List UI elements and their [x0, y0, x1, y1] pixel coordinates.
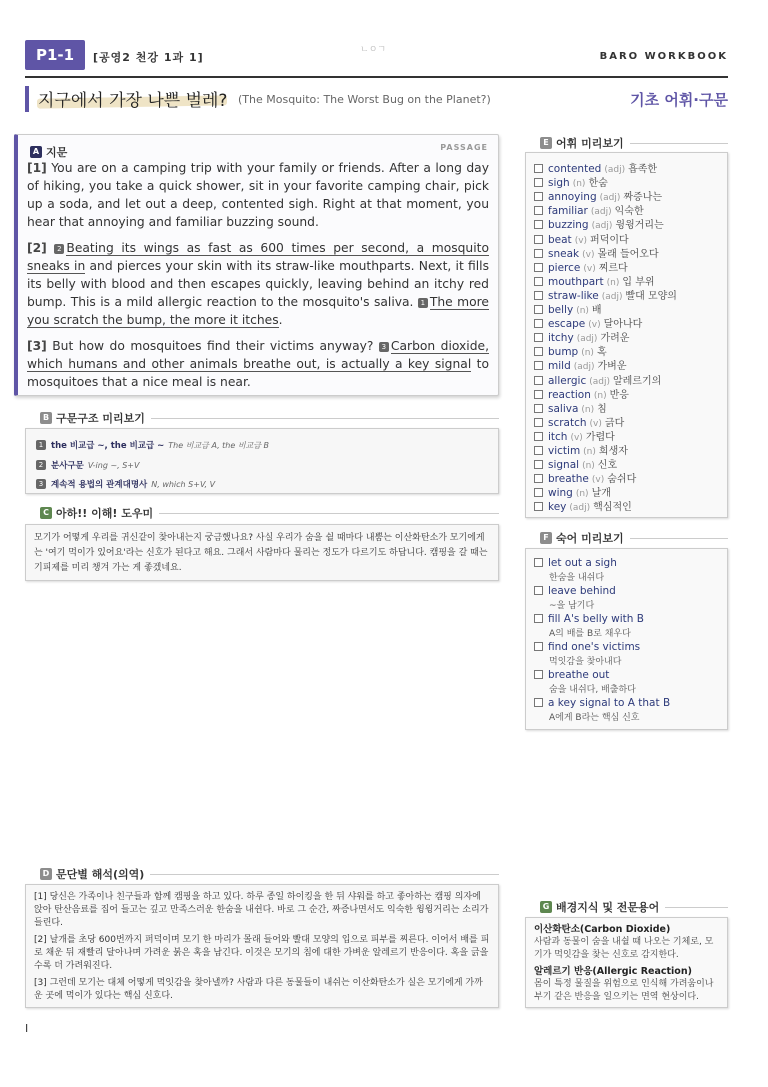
idiom-header — [540, 530, 728, 546]
vocab-meaning: 빨대 모양의 — [625, 290, 677, 302]
paragraph-2 — [27, 239, 489, 329]
passage-text — [27, 159, 489, 399]
translation-paragraph: [1] 당신은 가족이나 친구들과 함께 캠핑을 하고 있다. 하루 종일 하이킹을 한 뒤 샤워를 하고 좋아하는 캠핑 의자에 앉아 탄산음료를 집어 들고는 깊고 만족스러운 한숨을 내쉰다. 바로 그 순간, 짜증나면서도 익숙한 윙윙거리는 소리가 들린다. — [34, 892, 489, 928]
section-badge: G — [540, 901, 552, 913]
vocab-word: itch — [548, 430, 568, 443]
passage-header — [30, 141, 67, 160]
checkbox[interactable] — [534, 376, 543, 385]
translation-label: 문단별 해석(의역) — [56, 868, 145, 881]
vocab-header — [540, 135, 728, 151]
checkbox[interactable] — [534, 488, 543, 497]
vocab-label: 어휘 미리보기 — [556, 137, 624, 150]
checkbox[interactable] — [534, 418, 543, 427]
vocab-pos: (adj) — [591, 221, 613, 232]
vocab-meaning: 한숨 — [588, 178, 608, 190]
vocab-pos: (n) — [581, 348, 594, 359]
vocab-word: familiar — [548, 205, 588, 218]
vocab-item[interactable] — [534, 301, 602, 316]
brand-name: BARO WORKBOOK — [599, 51, 728, 62]
idiom-phrase: fill A's belly with B — [548, 613, 644, 625]
checkbox[interactable] — [534, 404, 543, 413]
checkbox[interactable] — [534, 333, 543, 342]
idiom-meaning: A의 배를 B로 채우다 — [549, 629, 631, 639]
grammar-number: 2 — [36, 460, 46, 470]
checkbox[interactable] — [534, 558, 543, 567]
vocab-word: mild — [548, 360, 571, 373]
vocab-meaning: 몰래 들어오다 — [597, 248, 659, 260]
translation-header — [40, 866, 499, 882]
underlined-sentence: Beating its wings as fast as 600 times per second, a mosquito sneaks in — [27, 241, 489, 273]
vocab-pos: (n) — [576, 306, 589, 316]
page-number: I — [25, 1022, 29, 1035]
background-label: 배경지식 및 전문용어 — [556, 901, 660, 914]
grammar-label: 구문구조 미리보기 — [56, 412, 145, 425]
vocab-item[interactable] — [534, 174, 608, 189]
idiom-phrase: let out a sigh — [548, 557, 617, 569]
section-badge: C — [40, 507, 52, 519]
grammar-marker: 1 — [418, 298, 428, 308]
checkbox[interactable] — [534, 698, 543, 707]
idiom-phrase: find one's victims — [548, 641, 641, 653]
passage-tag: PASSAGE — [440, 143, 488, 152]
vocab-meaning: 찌르다 — [598, 262, 628, 274]
vocab-meaning: 반응 — [609, 389, 629, 401]
vocab-pos: (v) — [574, 235, 588, 246]
lesson-bracket-text: [공영2 천강 1과 1] — [93, 51, 204, 64]
vocab-item[interactable] — [534, 357, 626, 372]
checkbox[interactable] — [534, 164, 543, 173]
grammar-number: 1 — [36, 440, 46, 450]
divider — [630, 143, 728, 144]
checkbox[interactable] — [534, 319, 543, 328]
paragraph-number: [2] — [27, 241, 47, 255]
section-badge: B — [40, 412, 52, 424]
checkbox[interactable] — [534, 277, 543, 286]
vocab-item[interactable] — [534, 400, 607, 415]
idiom-label: 숙어 미리보기 — [556, 532, 624, 545]
divider — [630, 538, 728, 539]
underlined-sentence: The more you scratch the bump, the more it itches — [27, 295, 489, 327]
section-badge: E — [540, 137, 552, 149]
section-badge: A — [30, 146, 42, 158]
checkbox[interactable] — [534, 206, 543, 215]
underlined-sentence: Carbon dioxide, which humans and other animals breathe out, is actually a key signal — [27, 339, 489, 371]
vocab-pos: (v) — [588, 320, 601, 331]
vocab-word: pierce — [548, 261, 581, 274]
vocab-meaning: 입 부위 — [622, 276, 655, 288]
vocab-pos: (adj) — [604, 165, 626, 175]
idiom-item[interactable] — [534, 613, 644, 639]
paragraph-text: You are on a camping trip with your family or friends. After a long day of hiking, you take a quick shower, sit in your favorite camping chair, pick up a soda, and let out a deep, contented sigh. Right at that moment, you hear that annoying and familiar buzzing sound. — [27, 161, 489, 229]
paragraph-text: and pierces your skin with its straw-like mouthparts. Next, it fills its belly with blood and then escapes quickly, leaving behind an itchy red bump. This is a mild allergic reaction to the mosquito's saliva. — [27, 259, 489, 309]
vocab-item[interactable] — [534, 315, 642, 330]
vocab-meaning: 달아나다 — [603, 319, 643, 331]
title-accent-bar — [25, 86, 29, 112]
vocab-pos: (adj) — [576, 334, 598, 345]
vocab-pos: (adj) — [573, 362, 595, 373]
vocab-pos: (n) — [582, 461, 595, 472]
grammar-gloss: The 비교급 A, the 비교급 B — [168, 441, 270, 450]
tip-box: 모기가 어떻게 우리를 귀신같이 찾아내는지 궁금했나요? 사실 우리가 숨을 쉴 때마다 내뿜는 이산화탄소가 모기에게는 '여기 먹이가 있어요'라는 신호가 된다고 해요. 그래서 사람마다 물리는 정도가 다르기도 하답니다. 캠핑을 갈 때는 기피제를 미리 챙겨 가는 게 좋겠네요. — [25, 524, 499, 581]
grammar-gloss: V-ing ~, S+V — [87, 461, 140, 470]
checkbox[interactable] — [534, 446, 543, 455]
checkbox[interactable] — [534, 670, 543, 679]
passage-label: 지문 — [46, 145, 68, 159]
idiom-meaning: ~을 남기다 — [549, 601, 595, 611]
background-box — [525, 917, 728, 1008]
vocab-item[interactable] — [534, 456, 617, 471]
vocab-item[interactable] — [534, 442, 628, 457]
idiom-phrase: a key signal to A that B — [548, 697, 671, 709]
checkbox[interactable] — [534, 235, 543, 244]
paragraph-1 — [27, 159, 489, 231]
vocab-word: itchy — [548, 332, 574, 345]
term-description: 사람과 동물이 숨을 내쉴 때 나오는 기체로, 모기가 먹잇감을 찾는 신호로 감지한다. — [534, 937, 714, 960]
vocab-meaning: 흡족한 — [628, 164, 658, 175]
vocab-meaning: 숨쉬다 — [607, 474, 637, 486]
vocab-item[interactable] — [534, 484, 611, 499]
vocab-pos: (adj) — [569, 503, 591, 514]
vocab-item[interactable] — [534, 498, 632, 513]
idiom-phrase: leave behind — [548, 585, 616, 597]
idiom-item[interactable] — [534, 641, 640, 667]
translation-box — [25, 884, 499, 1008]
vocab-item[interactable] — [534, 259, 628, 274]
term-title: 이산화탄소(Carbon Dioxide) — [534, 924, 671, 935]
grammar-marker: 3 — [379, 342, 389, 352]
vocab-item[interactable] — [534, 160, 657, 175]
vocab-word: straw-like — [548, 289, 599, 302]
vocab-meaning: 윙윙거리는 — [615, 220, 664, 232]
grammar-pattern: the 비교급 ~, the 비교급 ~ — [51, 441, 165, 451]
grammar-pattern: 분사구문 — [51, 461, 84, 471]
idiom-meaning: A에게 B라는 핵심 신호 — [549, 713, 640, 723]
vocab-meaning: 혹 — [596, 347, 607, 359]
vocab-meaning: 짜증나는 — [623, 192, 663, 204]
grammar-marker: 2 — [54, 244, 64, 254]
vocab-meaning: 가렵다 — [585, 431, 615, 443]
vocab-word: escape — [548, 318, 586, 331]
grammar-number: 3 — [36, 479, 46, 489]
section-title: 기초 어휘·구문 — [630, 91, 728, 109]
page-mark: ㄴㅇㄱ — [360, 45, 387, 55]
grammar-item — [36, 439, 269, 451]
vocab-word: beat — [548, 233, 572, 246]
paragraph-text: But how do mosquitoes find their victims anyway? — [46, 339, 379, 353]
grammar-box — [25, 428, 499, 494]
idiom-phrase: breathe out — [548, 669, 610, 681]
vocab-pos: (n) — [606, 277, 620, 288]
lesson-code-badge: P1-1 — [25, 40, 85, 70]
idiom-item[interactable] — [534, 697, 670, 723]
checkbox[interactable] — [534, 192, 543, 201]
vocab-item[interactable] — [534, 470, 636, 485]
vocab-meaning: 희생자 — [598, 446, 628, 457]
vocab-item[interactable] — [534, 231, 629, 246]
checkbox[interactable] — [534, 263, 543, 272]
vocab-item[interactable] — [534, 188, 662, 203]
vocab-meaning: 배 — [591, 305, 602, 316]
section-badge: D — [40, 868, 52, 880]
paragraph-text: . — [278, 313, 283, 327]
checkbox[interactable] — [534, 614, 543, 623]
vocab-word: victim — [548, 445, 581, 457]
vocab-pos: (v) — [583, 263, 596, 274]
translation-paragraph: [3] 그런데 모기는 대체 어떻게 먹잇감을 찾아낼까? 사람과 다른 동물들이 내쉬는 이산화탄소가 실은 모기에게 가까운 곳에 먹이가 있다는 핵심 신호다. — [34, 978, 483, 1001]
vocab-pos: (v) — [582, 249, 595, 260]
paragraph-number: [3] — [27, 339, 47, 353]
vocab-item[interactable] — [534, 372, 661, 387]
vocab-item[interactable] — [534, 428, 615, 443]
checkbox[interactable] — [534, 249, 543, 258]
vocab-word: buzzing — [548, 219, 589, 232]
checkbox[interactable] — [534, 432, 543, 441]
paragraph-text: to mosquitoes that a nice meal is near. — [27, 357, 489, 389]
divider — [159, 513, 499, 514]
checkbox[interactable] — [534, 220, 543, 229]
vocab-item[interactable] — [534, 329, 629, 344]
vocab-item[interactable] — [534, 287, 677, 302]
checkbox[interactable] — [534, 347, 543, 356]
term-description: 몸이 특정 물질을 위험으로 인식해 가려움이나 부기 같은 반응을 일으키는 면역 현상이다. — [534, 979, 714, 1002]
idiom-meaning: 숨을 내쉬다, 배출하다 — [549, 685, 636, 695]
checkbox[interactable] — [534, 361, 543, 370]
vocab-word: saliva — [548, 402, 579, 415]
grammar-header — [40, 410, 499, 426]
grammar-gloss: N, which S+V, V — [151, 480, 216, 489]
checkbox[interactable] — [534, 178, 543, 187]
vocab-word: signal — [548, 459, 580, 472]
idiom-item[interactable] — [534, 669, 636, 695]
vocab-word: sigh — [548, 177, 570, 190]
idiom-item[interactable] — [534, 557, 617, 583]
idiom-meaning: 먹잇감을 찾아내다 — [549, 657, 622, 667]
idiom-box — [525, 548, 728, 730]
vocab-pos: (n) — [575, 489, 589, 500]
term-title: 알레르기 반응(Allergic Reaction) — [534, 966, 692, 977]
vocab-meaning: 가벼운 — [597, 361, 627, 373]
vocab-word: annoying — [548, 191, 597, 204]
vocab-pos: (v) — [591, 475, 605, 486]
grammar-item — [36, 478, 215, 490]
vocab-pos: (adj) — [601, 291, 623, 302]
vocab-word: wing — [548, 487, 573, 500]
page-title-english: (The Mosquito: The Worst Bug on the Planet?) — [238, 93, 491, 106]
vocab-pos: (v) — [589, 418, 602, 429]
vocab-item[interactable] — [534, 386, 629, 401]
header-rule — [25, 76, 728, 78]
vocab-item[interactable] — [534, 245, 659, 260]
idiom-item[interactable] — [534, 585, 616, 611]
vocab-word: scratch — [548, 416, 587, 429]
paragraph-3 — [27, 337, 489, 391]
vocab-meaning: 익숙한 — [614, 206, 644, 218]
divider — [665, 907, 728, 908]
vocab-item[interactable] — [534, 273, 655, 288]
vocab-meaning: 날개 — [591, 488, 611, 500]
vocab-pos: (v) — [570, 432, 583, 443]
vocab-pos: (n) — [572, 179, 586, 190]
vocab-item[interactable] — [534, 216, 664, 231]
vocab-box — [525, 152, 728, 518]
page-title: 지구에서 가장 나쁜 벌레? — [38, 91, 228, 111]
checkbox[interactable] — [534, 474, 543, 483]
section-badge: F — [540, 532, 552, 544]
vocab-word: contented — [548, 163, 602, 175]
vocab-pos: (n) — [581, 404, 595, 415]
divider — [151, 418, 499, 419]
checkbox[interactable] — [534, 502, 543, 511]
vocab-item[interactable] — [534, 414, 624, 429]
background-header — [540, 899, 728, 915]
checkbox[interactable] — [534, 390, 543, 399]
idiom-meaning: 한숨을 내쉬다 — [549, 573, 605, 583]
vocab-pos: (adj) — [589, 376, 610, 387]
vocab-meaning: 가려운 — [600, 333, 630, 345]
vocab-word: bump — [548, 346, 579, 359]
vocab-word: belly — [548, 304, 574, 316]
vocab-pos: (n) — [583, 447, 596, 457]
checkbox[interactable] — [534, 460, 543, 469]
checkbox[interactable] — [534, 642, 543, 651]
checkbox[interactable] — [534, 586, 543, 595]
translation-paragraph: [2] 날개를 초당 600번까지 퍼덕이며 모기 한 마리가 몰래 들어와 빨대 모양의 입으로 피부를 찌른다. 이어서 배를 피로 채운 뒤 재빨리 달아나며 가려운 붉은 혹을 남긴다. 이것은 모기의 침에 대한 가벼운 알레르기 반응이다. 혹을 긁을수록 더 가려워진다. — [34, 935, 490, 971]
tip-header — [40, 505, 499, 521]
vocab-meaning: 퍼덕이다 — [590, 234, 629, 246]
checkbox[interactable] — [534, 291, 543, 300]
vocab-word: reaction — [548, 388, 591, 401]
grammar-item — [36, 459, 139, 471]
paragraph-number: [1] — [27, 161, 47, 175]
vocab-meaning: 신호 — [597, 460, 618, 472]
vocab-pos: (adj) — [590, 207, 612, 218]
vocab-meaning: 긁다 — [604, 417, 625, 429]
vocab-item[interactable] — [534, 202, 644, 217]
vocab-meaning: 핵심적인 — [593, 502, 632, 514]
checkbox[interactable] — [534, 305, 543, 314]
divider — [150, 874, 499, 875]
vocab-pos: (adj) — [599, 193, 621, 204]
vocab-item[interactable] — [534, 343, 607, 358]
vocab-pos: (n) — [593, 390, 607, 401]
vocab-word: key — [548, 501, 567, 514]
vocab-word: mouthpart — [548, 275, 604, 288]
vocab-meaning: 침 — [597, 403, 607, 415]
vocab-meaning: 알레르기의 — [612, 375, 662, 387]
vocab-word: allergic — [548, 374, 587, 387]
grammar-pattern: 계속적 용법의 관계대명사 — [51, 480, 148, 490]
tip-label: 아하!! 이해! 도우미 — [56, 507, 154, 520]
vocab-word: sneak — [548, 247, 580, 260]
vocab-word: breathe — [548, 473, 589, 486]
